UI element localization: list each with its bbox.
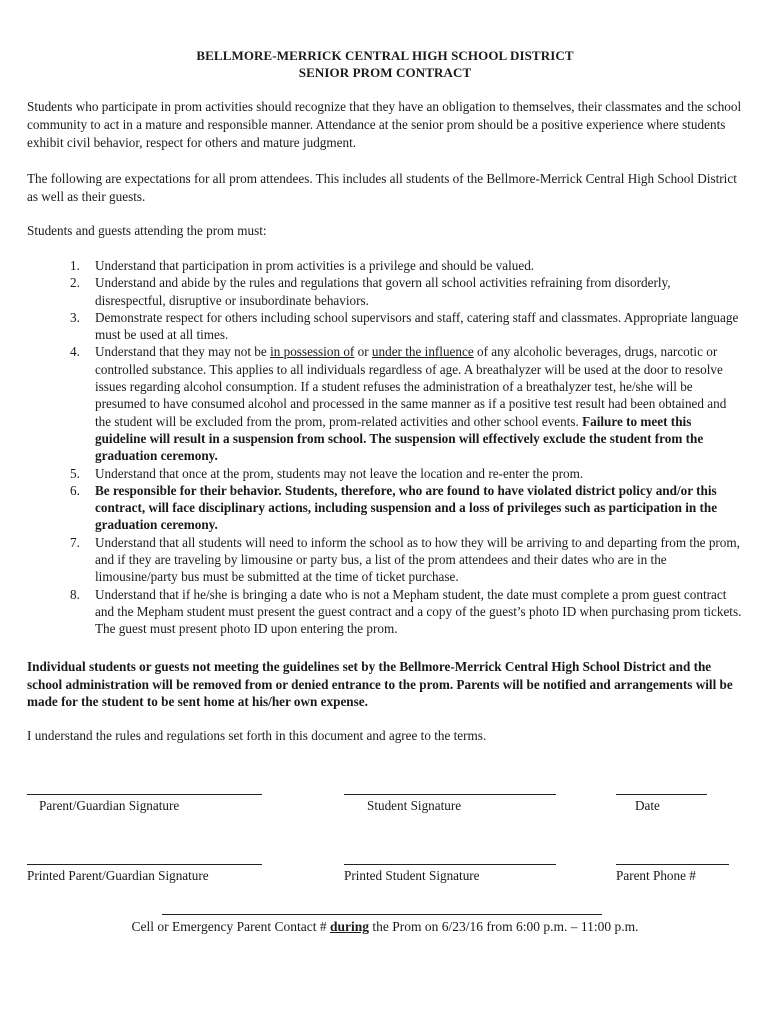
rule-number: 7. (70, 534, 80, 550)
rule-number: 8. (70, 586, 80, 602)
rule-number: 1. (70, 258, 80, 273)
rule-item (27, 309, 743, 344)
printed-parent-line[interactable] (27, 864, 262, 865)
student-signature-line[interactable] (344, 794, 556, 795)
parent-phone-label: Parent Phone # (616, 868, 696, 883)
rules-lead-in: Students and guests attending the prom must: (27, 223, 267, 238)
rule-text: Understand that once at the prom, students may not leave the location and re-enter the prom. (95, 465, 584, 481)
rule-item (27, 586, 743, 638)
rule-text: Demonstrate respect for others including school supervisors and staff, catering staff and classmates. Appropriate language must be used at all times. (95, 309, 739, 343)
printed-student-line[interactable] (344, 864, 556, 865)
rule-text: or (354, 344, 372, 360)
student-signature-label: Student Signature (367, 798, 462, 813)
rules-list (27, 257, 743, 638)
rule-item (27, 257, 743, 274)
parent-signature-label: Parent/Guardian Signature (39, 798, 180, 813)
contact-suffix: the Prom on 6/23/16 from 6:00 p.m. – 11:00 p.m. (368, 919, 639, 934)
district-title: BELLMORE-MERRICK CENTRAL HIGH SCHOOL DISTRICT (196, 48, 574, 63)
rule-number: 3. (70, 309, 80, 325)
contract-title: SENIOR PROM CONTRACT (298, 65, 472, 80)
rule-number: 5. (70, 465, 80, 481)
rule-text: Understand and abide by the rules and regulations that govern all school activities refraining from disorderly, disrespectful, disruptive or insubordinate behaviors. (95, 275, 671, 308)
underlined-phrase: under the influence (371, 344, 474, 360)
rule-item (27, 482, 743, 534)
printed-student-label: Printed Student Signature (344, 868, 480, 883)
rule-item (27, 465, 743, 482)
agreement-statement: I understand the rules and regulations set forth in this document and agree to the terms. (27, 728, 487, 743)
rule-text: Understand that they may not be (95, 344, 271, 360)
expectations-paragraph: The following are expectations for all prom attendees. This includes all students of the Bellmore-Merrick Central High School District as well as their guests. (27, 171, 737, 204)
intro-paragraph: Students who participate in prom activities should recognize that they have an obligation to themselves, their classmates and the school community to act in a mature and responsible manner. Attendance at the senior prom should be a positive experience where students exhibit civil behavior, respect for others and mature judgment. (27, 99, 742, 150)
emergency-contact-line[interactable] (162, 914, 602, 915)
contact-prefix: Cell or Emergency Parent Contact # (131, 919, 330, 934)
parent-signature-line[interactable] (27, 794, 262, 795)
emergency-contact-label (0, 919, 770, 935)
rule-item (27, 343, 743, 464)
warning-paragraph: Individual students or guests not meeting the guidelines set by the Bellmore-Merrick Central High School District and the school administration will be removed from or denied entrance to the prom. Parents will be notified and arrangements will be made for the student to be sent home at his/her own expense. (27, 659, 733, 709)
rule-text: of any alcoholic beverages, drugs, narcotic or controlled substance. This applies to all individuals regardless of age. A breathalyzer will be used at the door to resolve issues regarding alcohol consumption. If a student refuses the administration of a breathalyzer test, he/she will be presumed to have consumed alcohol and processed in the same manner as if a positive test result had been obtained and the student will be excluded from the prom, prom-related activities and other school events. (95, 344, 727, 429)
contact-emphasis: during (329, 919, 369, 934)
rule-number: 2. (70, 275, 80, 291)
rule-text: Understand that all students will need to inform the school as to how they will be arriving to and departing from the prom, and if they are traveling by limousine or party bus, a list of the prom attendees and their dates who are in the limousine/party bus must be submitted at the time of ticket purchase. (95, 534, 740, 585)
rule-text: Understand that participation in prom activities is a privilege and should be valued. (95, 258, 535, 273)
printed-parent-label: Printed Parent/Guardian Signature (27, 868, 209, 883)
rule-item (27, 534, 743, 586)
rule-bold-text: Failure to meet this guideline will result in a suspension from school. The suspension will effectively exclude the student from the graduation ceremony. (95, 413, 704, 464)
rule-number: 6. (70, 482, 80, 498)
rule-text: Understand that if he/she is bringing a date who is not a Mepham student, the date must complete a prom guest contract and the Mepham student must present the guest contract and a copy of the guest’s photo ID when purchasing prom tickets. The guest must present photo ID upon entering the prom. (95, 586, 742, 637)
date-label: Date (635, 798, 660, 813)
rule-number: 4. (70, 344, 80, 360)
rule-bold-text: Be responsible for their behavior. Students, therefore, who are found to have violated district policy and/or this contract, will face disciplinary actions, including suspension and a loss of privileges such as participation in the graduation ceremony. (95, 482, 718, 533)
underlined-phrase: in possession of (270, 344, 355, 360)
rule-item (27, 274, 743, 309)
date-line[interactable] (616, 794, 707, 795)
parent-phone-line[interactable] (616, 864, 729, 865)
